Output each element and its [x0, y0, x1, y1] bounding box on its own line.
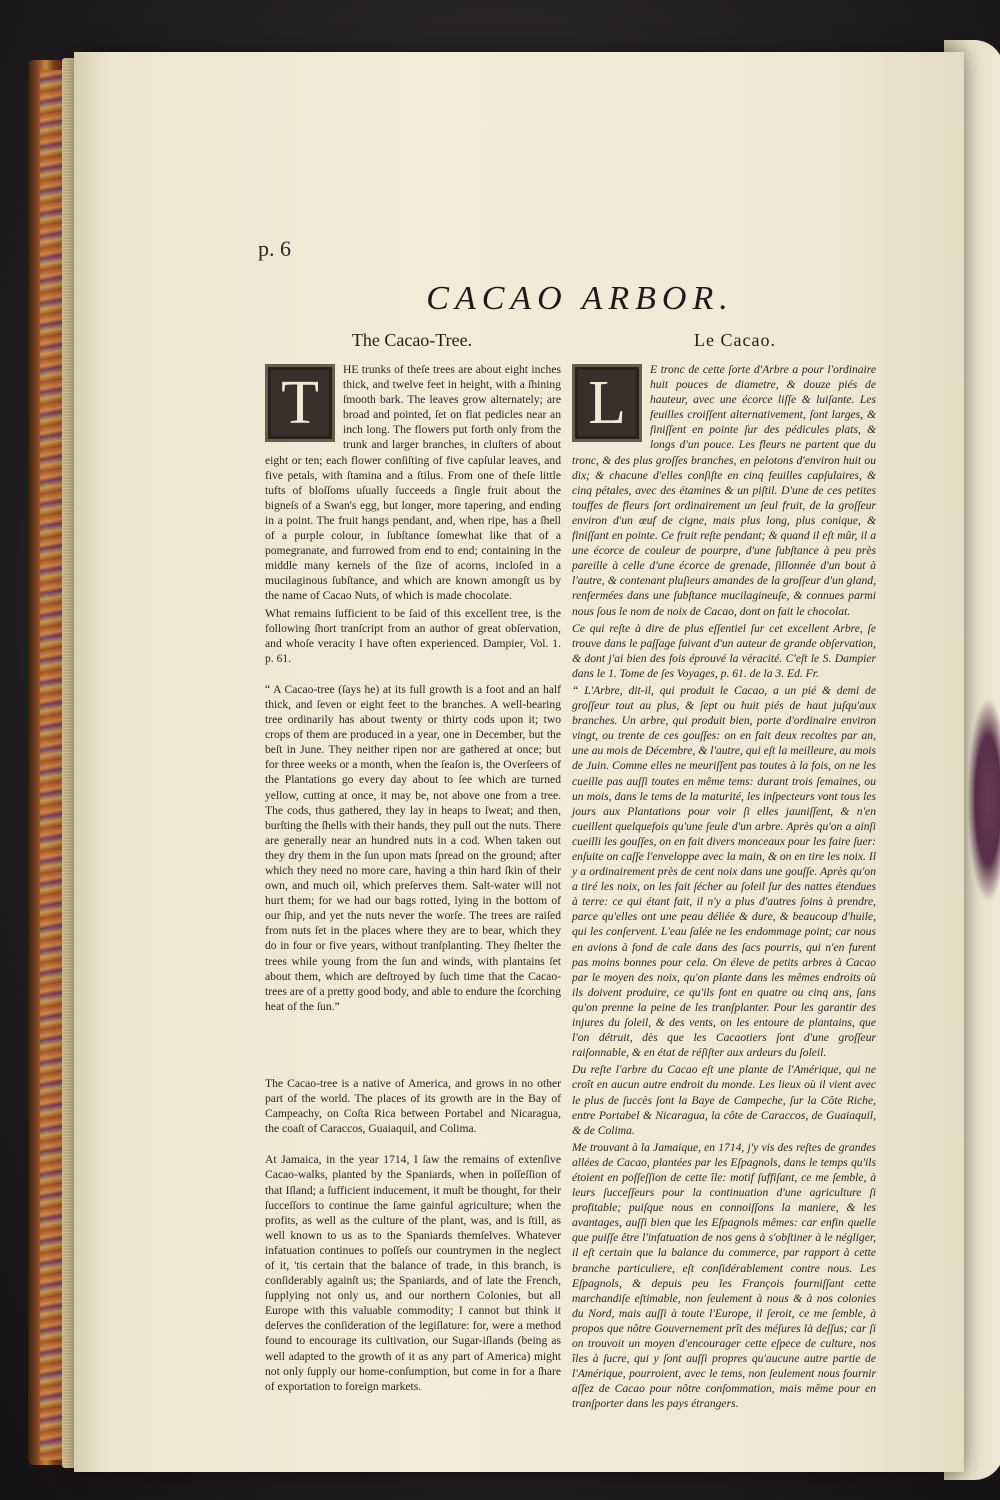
english-quotation: “ A Cacao-tree (ſays he) at its full growth is a foot and an half thick, and ſeven or eight feet to the branches. A well-bearing tree ordinarily has about twenty or thirty cods upon it; two crops of them are produced in a year, one in December, but the beſt in June. They neither ripen nor are gathered at once; but for three weeks or a month, when the ſeaſon is, the Overſeers of the Plantations go every day about to ſee which are turned yellow, cutting at once, it may be, not above one from a tree. The cods, thus gathered, they lay in heaps to ſweat; and then, burſting the ſhells with their hands, they pull out the nuts. There are generally near an hundred nuts in a cod. When taken out they dry them in the ſun upon mats ſpread on the ground; after which they need no more care, having a thin hard ſkin of their own, and much oil, which preſerves them. Salt-water will not hurt them; for we had our bags rotted, lying in the bottom of our ſhip, and yet the nuts never the worſe. The trees are raiſed from nuts ſet in the places where they are to bear, which they do in four or five years, without tranſplanting. They ſhelter the trees while young from the ſun and winds, with plantains ſet about them, which are deſtroyed by ſuch time that the Cacao-trees are of a pretty good body, and able to endure the ſcorching heat of the ſun.”: [265, 682, 561, 1013]
french-quotation: “ L'Arbre, dit-il, qui produit le Cacao, a un pié & demi de groſſeur tout au plus, & ſept ou huit piés de haut juſqu'aux branches. Un arbre, qui produit bien, porte d'ordinaire environ vingt, ou trente de ces gouſſes: on en fait deux recoltes par an, une au mois de Décembre, & l'autre, qui eſt la meilleure, au mois de Juin. Comme elles ne meuriſſent pas toutes à la fois, on ne les cueille pas auſſi toutes en même tems: durant trois ſemaines, ou un mois, dans le tems de la maturité, les inſpecteurs vont tous les jours aux Plantations pour voir ſi elles jauniſſent, & n'en cueillent quelquefois qu'une ſeule d'un arbre. Après qu'on a ainſi cueilli les gouſſes, on en fait divers monceaux pour les faire ſuer: enſuite on caſſe l'enveloppe avec la main, & on en tire les noix. Il y a ordinairement près de cent noix dans une gouſſe. Après qu'on a tiré les noix, on les fait ſécher au ſoleil ſur des nattes étendues à terre: ce qui étant fait, il n'y a plus d'autres ſoins à prendre, parce qu'elles ont une peau déliée & dure, & beaucoup d'huile, qui les conſervent. L'eau ſalée ne les endommage point; car nous en avions à fond de cale dans des ſacs pourris, qui n'en furent pas moins bonnes pour cela. On éleve de petits arbres à Cacao par le moyen des noix, qu'on plante dans les mêmes endroits où ils doivent produire, ce qu'ils font en quatre ou cinq ans, ſans qu'on prenne la peine de les tranſplanter. Pour les garantir des injures du ſoleil, & des vents, on les entoure de plantains, que l'on détruit, dès que les Cacaotiers ſont d'une groſſeur raiſonnable, & en état de réſiſter aux ardeurs du ſoleil.: [572, 683, 876, 1060]
french-paragraph-2: Ce qui reſte à dire de plus eſſentiel ſur cet excellent Arbre, ſe trouve dans le paſſage ſuivant d'un auteur de grande obſervation, & dont j'ai bien des fois éprouvé la véracité. C'eſt le S. Dampier dans le 1. Tome de ſes Voyages, p. 61. de la 3. Ed. Fr.: [572, 621, 876, 680]
french-heading: Le Cacao.: [694, 330, 776, 350]
english-dropcap: T: [265, 364, 335, 442]
english-column: [265, 362, 561, 1396]
marbled-edge: [40, 70, 64, 1460]
english-paragraph-5: At Jamaica, in the year 1714, I ſaw the remains of extenſive Cacao-walks, planted by the Spaniards, when in poſſeſſion of that Iſland; a ſufficient inducement, it muſt be thought, for their ſucceſſors to continue the ſame gainful agriculture; when the profits, as well as the culture of the plant, was, and is ſtill, as well known to us as to the Spaniards themſelves. Whatever infatuation continues to poſſeſs our countrymen in the neglect of it, 'tis certain that the balance of trade, in this branch, is conſiderably againſt us; the Spaniards, and of late the French, ſupplying not only us, and our northern Colonies, but all Europe with this valuable commodity; I cannot but think it deſerves the conſideration of the legiſlature: for, were a method found to encourage its cultivation, our Sugar-iſlands (being as well adapted to the growth of it as any part of America) might not only ſupply our home-conſumption, but come in for a ſhare of exportation to foreign markets.: [265, 1153, 561, 1393]
french-paragraph-1: L E tronc de cette ſorte d'Arbre a pour l'ordinaire huit pouces de diametre, & douze piés de hauteur, avec une écorce liſſe & luiſante. Les feuilles croiſſent alternativement, ſont larges, & finiſſent en pointe ſur des pédicules plats, & longs d'un pouce. Les fleurs ne partent que du tronc, & des plus groſſes branches, en pelotons d'environ huit ou dix; & chacune d'elles conſiſte en cinq feuilles capſulaires, & cinq pétales, avec des étamines & un piſtil. D'une de ces petites touffes de fleurs ſort ordinairement un ſeul fruit, de la groſſeur environ d'un œuf de cigne, mais plus long, plus conique, & finiſſant en pointe. Ce fruit reſte pendant; & quand il eſt mûr, il a une écorce de couleur de pourpre, d'une ſubſtance à peu près pareille à celle d'une écorce de grenade, ſillonnée d'un bout à l'autre, & contenant pluſieurs amandes de la groſſeur d'un gland, renfermées dans une ſubſtance mucilagineuſe, & connues parmi nous ſous le nom de noix de Cacao, dont on fait le chocolat.: [572, 363, 876, 618]
english-paragraph-2: What remains ſufficient to be ſaid of this excellent tree, is the following ſhort tranſcript from an author of great obſervation, and whoſe veracity I have often experienced. Dampier, Vol. 1. p. 61.: [265, 606, 561, 665]
french-paragraph-5: Me trouvant à la Jamaique, en 1714, j'y vis des reſtes de grandes allées de Cacao, plantées par les Eſpagnols, dans le temps qu'ils étoient en poſſeſſion de cette île: motif ſuffiſant, ce me ſemble, à leurs ſucceſſeurs pour la continuation d'une agriculture ſi profitable; puiſque nous en connoiſſons la maniere, & les avantages, auſſi bien que les Eſpagnols mêmes: car enfin quelle que puiſſe être l'infatuation de nos gens à s'obſtiner à le négliger, il eſt certain que la balance du commerce, par rapport à cette branche particuliere, eſt conſidérablement contre nous. Les Eſpagnols, & depuis peu les François fourniſſant cette marchandiſe eſtimable, non ſeulement à nous & à nos colonies du Nord, mais auſſi à toute l'Europe, il ſeroit, ce me ſemble, à propos que nôtre Gouvernement prît des méſures là deſſus; car ſi on trouvoit un moyen d'encourager cette eſpece de culture, nos îles à ſucre, qui y ſont auſſi propres qu'aucune autre partie de l'Amérique, pourroient, avec le tems, non ſeulement nous fournir aſſez de Cacao pour nôtre conſommation, mais même pour en tranſporter dans les pays étrangers.: [572, 1140, 876, 1411]
page-reference: p. 6: [258, 236, 291, 261]
english-paragraph-1: T HE trunks of theſe trees are about eight inches thick, and twelve feet in height, with a ſhining ſmooth bark. The leaves grow alternately; are broad and pointed, ſet on flat pedicles near an inch long. The flowers put forth only from the trunk and larger branches, in cluſters of about eight or ten; each flower conſiſting of five capſular leaves, and five petals, with ſtamina and a ſtilus. From one of theſe little tufts of bloſſoms uſually ſucceeds a ſingle fruit about the bigneſs of a Swan's egg, but longer, more tapering, and ending in a point. The fruit hangs pendant, and, when ripe, has a ſhell of a purple colour, in ſubſtance ſomewhat like that of a pomegranate, and furrowed from end to end; containing in the middle many kernels of the ſize of acorns, incloſed in a mucilaginous ſubſtance, and which are known amongſt us by the name of Cacao Nuts, of which is made chocolate.: [265, 363, 561, 603]
french-column: [572, 362, 876, 1413]
english-paragraph-4: The Cacao-tree is a native of America, and grows in no other part of the world. The places of its growth are in the Bay of Campeachy, on Coſta Rica between Portabel and Nicaragua, the coaſt of Caraccos, Guaiaquil, and Colima.: [265, 1076, 561, 1136]
french-dropcap: L: [572, 364, 642, 442]
page-title: CACAO ARBOR.: [426, 280, 734, 317]
flower-illustration: [968, 700, 1000, 900]
french-paragraph-4: Du reſte l'arbre du Cacao eſt une plante de l'Amérique, qui ne croît en aucun autre endroit du monde. Les lieux où il vient avec le plus de ſuccès ſont la Baye de Campeche, ſur la Côte Riche, entre Portabel & Nicaragua, la côte de Caraccos, de Guaiaquil, & de Colima.: [572, 1063, 876, 1137]
english-heading: The Cacao-Tree.: [351, 330, 473, 350]
